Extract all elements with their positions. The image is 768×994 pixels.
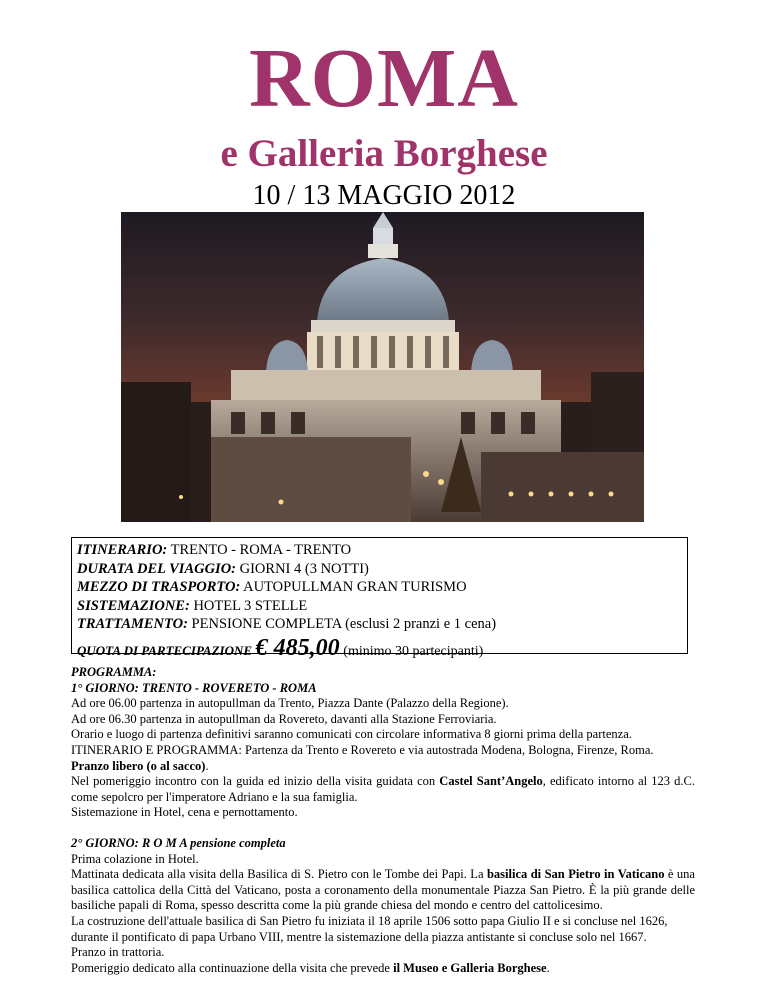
day1-line: Orario e luogo di partenza definitivi saranno comunicati con circolare informativa 8 giorni prima della partenza. [71,727,632,742]
accommodation-value: HOTEL 3 STELLE [193,597,308,614]
day1-title: 1° GIORNO: TRENTO - ROVERETO - ROMA [71,680,317,695]
day2-title: 2° GIORNO: R O M A pensione completa [71,835,286,850]
duration-value: GIORNI 4 (3 NOTTI) [239,560,369,577]
basilica-san-pietro: basilica di San Pietro in Vaticano [486,867,665,882]
day2-afternoon-c: . [546,960,550,975]
day2-line: Pranzo in trattoria. [71,945,165,960]
day1-lunch [71,759,695,775]
duration-row [77,560,682,579]
program-section [71,665,695,976]
itinerary-label: ITINERARIO: [77,542,168,558]
day1-line: Sistemazione in Hotel, cena e pernottamento. [71,805,298,820]
duration-label: DURATA DEL VIAGGIO: [77,560,236,577]
price-value: € 485,00 [255,634,340,661]
price-label: QUOTA DI PARTECIPAZIONE [77,642,253,658]
day1-afternoon-a: Nel pomeriggio incontro con la guida ed inizio della visita guidata con [71,774,440,789]
day1-line: ITINERARIO E PROGRAMMA: Partenza da Trento e Rovereto e via autostrada Modena, Bologna, Firenze, Roma. [71,742,654,757]
price-row [77,635,682,665]
castel-santangelo: Castel Sant’Angelo [439,774,543,789]
board-row [77,615,682,634]
program-heading: PROGRAMMA: [71,665,157,679]
day1-line: Ad ore 06.30 partenza in autopullman da Rovereto, davanti alla Stazione Ferroviaria. [71,711,497,726]
day2-line: La costruzione dell'attuale basilica di San Pietro fu iniziata il 18 aprile 1506 sotto papa Giulio II e si concluse nel 1626, durante il pontificato di papa Urbano VIII, mentre la sistemazione della piazza antistante si concluse solo nel 1667. [71,913,668,944]
st-peters-basilica-night-photo [121,212,644,522]
day2-morning-c: è una basilica cattolica della Città del Vaticano, posta a coronamento della monumentale Piazza San Pietro. È la più grande delle basiliche papali di Roma, spesso descritta come la più grande chiesa del mondo e centro del cattolicesimo. [71,867,695,913]
transport-label: MEZZO DI TRASPORTO: [77,579,241,595]
day2-line: Prima colazione in Hotel. [71,851,199,866]
day2-line [71,961,695,977]
day2-afternoon-a: Pomeriggio dedicato alla continuazione della visita che prevede [71,960,394,975]
accommodation-label: SISTEMAZIONE: [77,597,190,614]
board-label: TRATTAMENTO: [77,616,188,632]
trip-dates: 10 / 13 MAGGIO 2012 [252,180,516,211]
page-subtitle: e Galleria Borghese [220,132,548,175]
accommodation-row [77,597,682,616]
galleria-borghese: il Museo e Galleria Borghese [393,960,547,975]
day1-lunch-bold: Pranzo libero (o al sacco) [71,758,206,773]
day2-line [71,867,695,914]
day1-line [71,774,695,805]
trip-info-box [71,537,688,661]
day1-line: Ad ore 06.00 partenza in autopullman da Trento, Piazza Dante (Palazzo della Regione). [71,696,509,711]
day1-afternoon-c: , edificato intorno al 123 d.C. come sepolcro per l'imperatore Adriano e la sua famiglia. [71,774,695,804]
day2-morning-a: Mattinata dedicata alla visita della Basilica di S. Pietro con le Tombe dei Papi. La [71,867,487,882]
itinerary-row [77,541,682,560]
day1-lunch-end: . [205,758,209,773]
board-value: PENSIONE COMPLETA (esclusi 2 pranzi e 1 cena) [191,616,497,632]
price-note: (minimo 30 partecipanti) [343,643,484,659]
page-title: ROMA [249,32,519,125]
transport-value: AUTOPULLMAN GRAN TURISMO [243,579,467,595]
transport-row [77,578,682,597]
itinerary-value: TRENTO - ROMA - TRENTO [170,542,352,558]
